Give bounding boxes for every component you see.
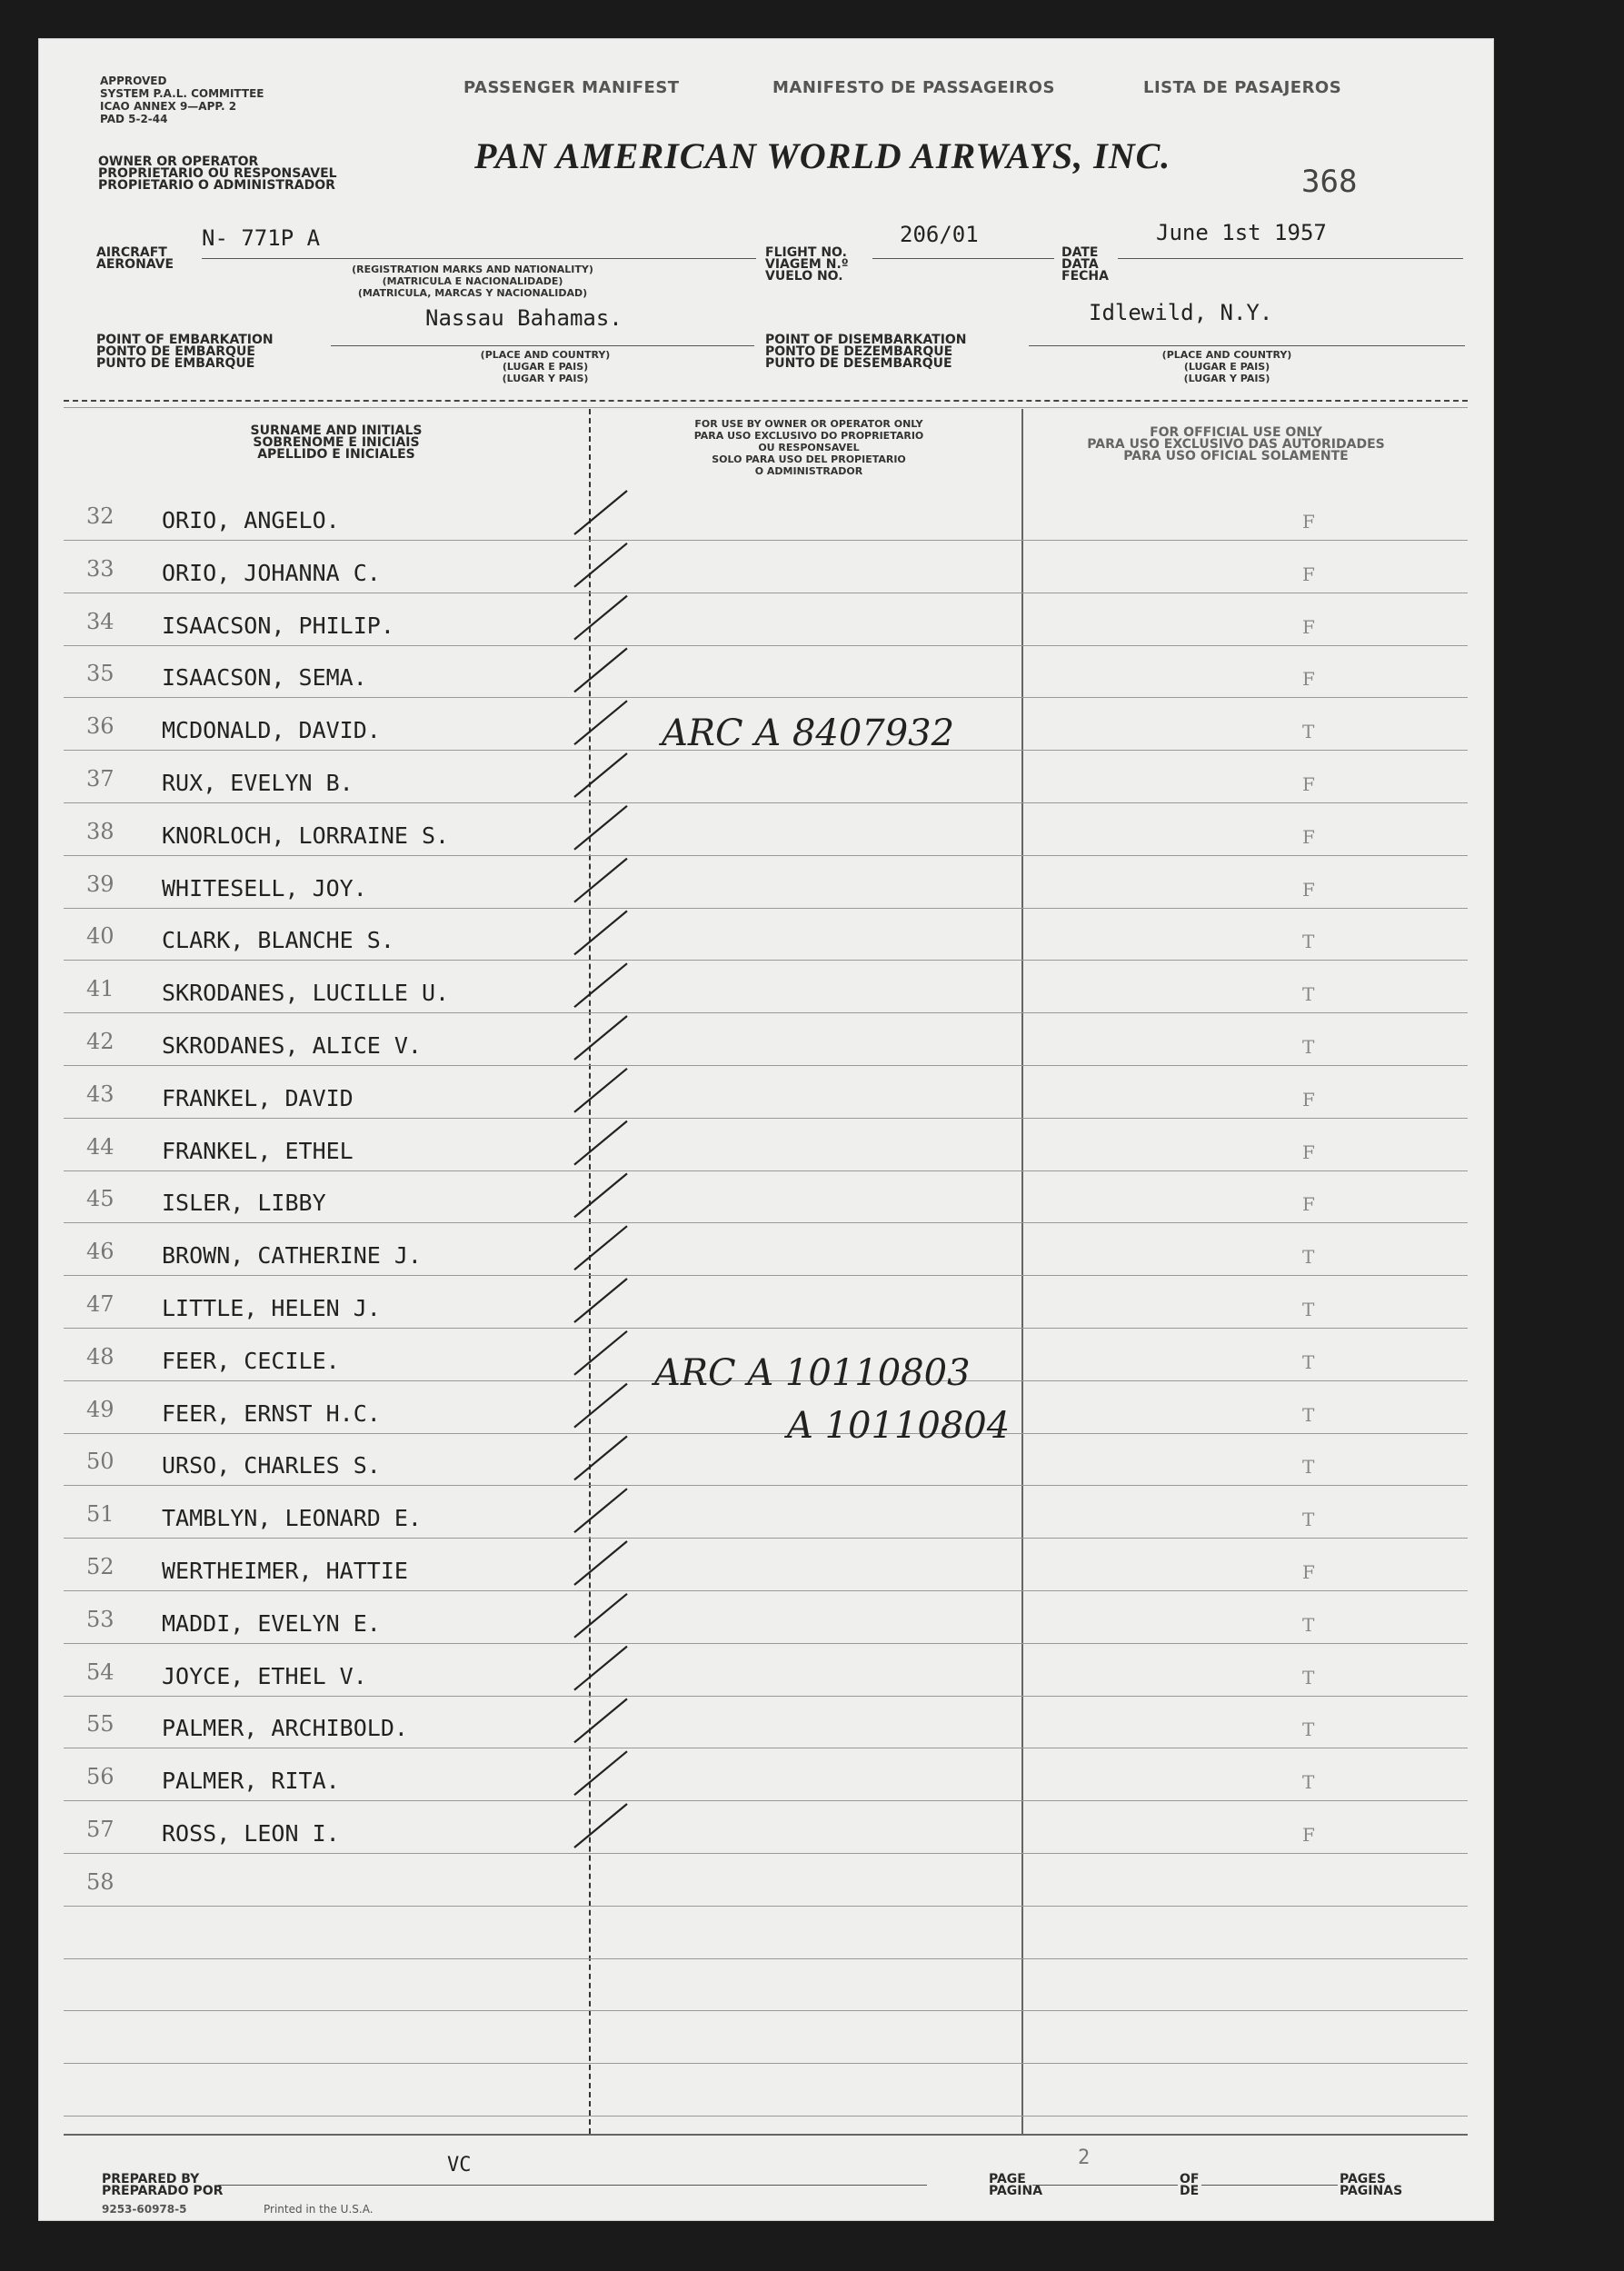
official-code: F: [1302, 511, 1315, 533]
row-number: 36: [86, 713, 115, 740]
row-number: 47: [86, 1291, 115, 1317]
embarkation-label-line: POINT OF EMBARKATION: [96, 333, 274, 347]
official-code: F: [1302, 825, 1315, 848]
page-label-line: PAGE: [989, 2172, 1026, 2186]
handwritten-note-row36: ARC A 8407932: [662, 712, 955, 754]
official-code: T: [1302, 983, 1315, 1006]
official-code: T: [1302, 1456, 1315, 1479]
check-mark: [574, 806, 627, 850]
official-code: F: [1302, 878, 1315, 901]
embarkation-value: Nassau Bahamas.: [425, 305, 623, 331]
owner-label-line: PROPRIETARIO OU RESPONSAVEL: [98, 166, 337, 181]
passenger-name: LITTLE, HELEN J.: [162, 1295, 381, 1321]
embarkation-sub-line: (LUGAR Y PAIS): [502, 373, 589, 384]
date-value: June 1st 1957: [1156, 220, 1327, 245]
check-mark: [574, 1331, 627, 1375]
disembarkation-value: Idlewild, N.Y.: [1089, 300, 1273, 325]
column-header-line: SOLO PARA USO DEL PROPIETARIO: [712, 453, 906, 465]
pages-label: [1340, 2174, 1402, 2197]
disembarkation-label-line: POINT OF DISEMBARKATION: [765, 333, 967, 347]
official-code: T: [1302, 1403, 1315, 1426]
disembarkation-sub-line: (LUGAR E PAIS): [1183, 361, 1270, 373]
check-mark: [574, 1436, 627, 1479]
column-header-line: FOR OFFICIAL USE ONLY: [1150, 425, 1322, 440]
disembarkation-sub-line: (PLACE AND COUNTRY): [1161, 349, 1292, 361]
row-number: 37: [86, 766, 115, 792]
check-mark: [574, 543, 627, 587]
check-mark: [574, 701, 627, 744]
check-mark: [574, 1647, 627, 1690]
check-mark: [574, 596, 627, 640]
check-mark: [574, 1698, 627, 1742]
row-number: 34: [86, 608, 115, 634]
row-number: 43: [86, 1081, 115, 1107]
embarkation-label-line: PONTO DE EMBARQUE: [96, 344, 255, 359]
page-label-line: PAGINA: [989, 2184, 1043, 2198]
official-code: F: [1302, 773, 1315, 795]
aircraft-sub-line: (REGISTRATION MARKS AND NATIONALITY): [352, 264, 593, 275]
row-number: 45: [86, 1186, 115, 1212]
passenger-name: FEER, ERNST H.C.: [162, 1399, 381, 1427]
check-mark: [574, 1226, 627, 1270]
aircraft-label-line: AERONAVE: [96, 257, 174, 272]
check-mark: [574, 1121, 627, 1165]
pages-label-line: PAGINAS: [1340, 2184, 1403, 2198]
row-number: 46: [86, 1239, 115, 1265]
row-number: 56: [86, 1764, 115, 1790]
official-code: T: [1302, 1350, 1315, 1373]
official-code: T: [1302, 1771, 1315, 1794]
row-number: 41: [86, 976, 115, 1002]
row-number: 35: [86, 661, 115, 687]
of-label-line: DE: [1180, 2184, 1200, 2198]
row-number: 38: [86, 818, 115, 844]
disembarkation-sub-line: (LUGAR Y PAIS): [1183, 373, 1270, 384]
handwritten-note-row48: ARC A 10110803: [654, 1352, 971, 1394]
row-number: 55: [86, 1711, 115, 1738]
official-code: T: [1302, 931, 1315, 953]
passenger-name: ISLER, LIBBY: [162, 1190, 326, 1217]
official-code: F: [1302, 563, 1315, 585]
flight-label-line: FLIGHT NO.: [765, 245, 847, 260]
owner-label-line: OWNER OR OPERATOR: [98, 154, 259, 169]
official-code: F: [1302, 668, 1315, 691]
row-number: 53: [86, 1606, 115, 1632]
handwritten-note-row49: A 10110804: [787, 1405, 1011, 1447]
airline-logo: PAN AMERICAN WORLD AIRWAYS, INC.: [474, 135, 1171, 176]
passenger-name: WERTHEIMER, HATTIE: [162, 1558, 408, 1584]
printed-in: Printed in the U.S.A.: [264, 2203, 374, 2216]
sheet-number: 368: [1301, 164, 1358, 200]
row-number: 42: [86, 1029, 115, 1054]
check-mark: [574, 1751, 627, 1795]
prepared-by-underline: [218, 2185, 927, 2186]
official-code: F: [1302, 615, 1315, 638]
row-number: 51: [86, 1501, 115, 1528]
check-mark: [574, 1016, 627, 1060]
passenger-name: RUX, EVELYN B.: [162, 770, 354, 796]
check-mark: [574, 1541, 627, 1585]
check-mark: [574, 648, 627, 692]
approval-line: PAD 5-2-44: [100, 113, 168, 125]
official-code: T: [1302, 1036, 1315, 1058]
aircraft-value: N- 771P A: [202, 225, 321, 251]
passenger-name: MADDI, EVELYN E.: [162, 1609, 381, 1637]
column-header-line: PARA USO OFICIAL SOLAMENTE: [1123, 449, 1349, 463]
official-code: T: [1302, 1718, 1315, 1741]
row-number: 49: [86, 1396, 115, 1422]
official-code: F: [1302, 1561, 1315, 1583]
date-label-line: FECHA: [1061, 269, 1109, 284]
row-number: 44: [86, 1133, 115, 1160]
approval-line: ICAO ANNEX 9—APP. 2: [100, 100, 237, 113]
passenger-name: PALMER, RITA.: [162, 1768, 340, 1795]
title-pt: MANIFESTO DE PASSAGEIROS: [772, 78, 1055, 97]
passenger-name: TAMBLYN, LEONARD E.: [162, 1505, 422, 1532]
column-header-line: APELLIDO E INICIALES: [257, 447, 415, 462]
row-number: 39: [86, 871, 115, 897]
of-underline: [1201, 2185, 1338, 2186]
approval-line: APPROVED: [100, 75, 167, 87]
official-code: F: [1302, 1088, 1315, 1111]
title-en: PASSENGER MANIFEST: [463, 78, 680, 97]
page-underline: [1032, 2185, 1178, 2186]
check-mark: [574, 963, 627, 1007]
title-es: LISTA DE PASAJEROS: [1143, 78, 1342, 97]
column-header-line: OU RESPONSAVEL: [758, 442, 860, 453]
column-header-line: PARA USO EXCLUSIVO DAS AUTORIDADES: [1087, 437, 1385, 452]
check-mark: [574, 753, 627, 797]
official-code: T: [1302, 721, 1315, 743]
embarkation-label-line: PUNTO DE EMBARQUE: [96, 356, 255, 371]
of-label-line: OF: [1180, 2172, 1200, 2186]
official-code: F: [1302, 1140, 1315, 1163]
passenger-name: ORIO, ANGELO.: [162, 507, 340, 533]
passenger-name: ISAACSON, SEMA.: [162, 664, 367, 692]
flight-label-line: VUELO NO.: [765, 269, 843, 284]
passenger-name: WHITESELL, JOY.: [162, 874, 367, 901]
check-mark: [574, 491, 627, 534]
row-number: 52: [86, 1554, 115, 1579]
official-code: F: [1302, 1193, 1315, 1216]
passenger-name: ORIO, JOHANNA C.: [162, 559, 381, 586]
official-code: T: [1302, 1613, 1315, 1636]
official-code: T: [1302, 1299, 1315, 1320]
disembarkation-label-line: PONTO DE DEZEMBARQUE: [765, 344, 953, 359]
passenger-name: SKRODANES, LUCILLE U.: [162, 980, 450, 1007]
embarkation-sub-line: (LUGAR E PAIS): [502, 361, 589, 373]
column-header-line: PARA USO EXCLUSIVO DO PROPRIETARIO: [693, 430, 924, 442]
passenger-name: FRANKEL, ETHEL: [162, 1137, 354, 1164]
row-number: 32: [86, 503, 115, 529]
prepared-by-line: PREPARADO POR: [102, 2184, 224, 2198]
page-value: 2: [1078, 2146, 1091, 2169]
column-header-line: SURNAME AND INITIALS: [250, 423, 423, 438]
footer-rule: [64, 2134, 1468, 2136]
passenger-name: ISAACSON, PHILIP.: [162, 612, 394, 639]
column-header-line: FOR USE BY OWNER OR OPERATOR ONLY: [694, 418, 923, 430]
prepared-by-label: [102, 2174, 223, 2197]
date-label-line: DATE: [1061, 245, 1099, 260]
official-code: T: [1302, 1509, 1315, 1531]
check-mark: [574, 859, 627, 902]
approval-line: SYSTEM P.A.L. COMMITTEE: [100, 87, 264, 100]
check-mark: [574, 1173, 627, 1217]
aircraft-sub-line: (MATRICULA E NACIONALIDADE): [382, 275, 563, 287]
official-code: F: [1302, 1824, 1315, 1846]
owner-label-line: PROPIETARIO O ADMINISTRADOR: [98, 178, 335, 193]
passenger-name: JOYCE, ETHEL V.: [162, 1662, 367, 1689]
passenger-name: BROWN, CATHERINE J.: [162, 1242, 422, 1270]
check-mark: [574, 1489, 627, 1532]
row-number: 48: [86, 1343, 115, 1370]
official-code: T: [1302, 1666, 1315, 1688]
page-label: [989, 2174, 1042, 2197]
passenger-name: MCDONALD, DAVID.: [162, 717, 381, 744]
row-number: 57: [86, 1817, 115, 1842]
check-mark: [574, 1069, 627, 1112]
passenger-name: PALMER, ARCHIBOLD.: [162, 1715, 408, 1742]
row-number: 50: [86, 1449, 115, 1475]
prepared-by-value: VC: [447, 2154, 472, 2176]
of-label: [1180, 2174, 1199, 2197]
column-header-line: O ADMINISTRADOR: [754, 465, 863, 477]
prepared-by-line: PREPARED BY: [102, 2172, 200, 2186]
check-mark: [574, 1804, 627, 1848]
pages-label-line: PAGES: [1340, 2172, 1386, 2186]
official-code: T: [1302, 1246, 1315, 1269]
disembarkation-label-line: PUNTO DE DESEMBARQUE: [765, 356, 952, 371]
row-number: 54: [86, 1658, 115, 1685]
passenger-name: KNORLOCH, LORRAINE S.: [162, 822, 450, 849]
check-mark: [574, 1594, 627, 1638]
aircraft-label-line: AIRCRAFT: [96, 245, 167, 260]
form-code: 9253-60978-5: [102, 2203, 187, 2216]
row-number: 40: [86, 923, 115, 950]
passenger-name: ROSS, LEON I.: [162, 1820, 340, 1847]
row-number: 58: [86, 1868, 115, 1895]
check-mark: [574, 911, 627, 954]
check-mark: [574, 1279, 627, 1322]
passenger-name: FRANKEL, DAVID: [162, 1084, 354, 1111]
flight-label-line: VIAGEM N.º: [765, 257, 849, 272]
passenger-name: SKRODANES, ALICE V.: [162, 1032, 422, 1059]
flight-value: 206/01: [900, 222, 979, 247]
column-header-line: SOBRENOME E INICIAIS: [253, 435, 420, 450]
passenger-name: CLARK, BLANCHE S.: [162, 927, 394, 954]
check-mark: [574, 1384, 627, 1428]
date-label-line: DATA: [1061, 257, 1099, 272]
aircraft-sub-line: (MATRICULA, MARCAS Y NACIONALIDAD): [357, 287, 588, 299]
passenger-name: FEER, CECILE.: [162, 1347, 340, 1374]
row-number: 33: [86, 555, 115, 582]
passenger-name: URSO, CHARLES S.: [162, 1452, 381, 1479]
embarkation-sub-line: (PLACE AND COUNTRY): [480, 349, 611, 361]
